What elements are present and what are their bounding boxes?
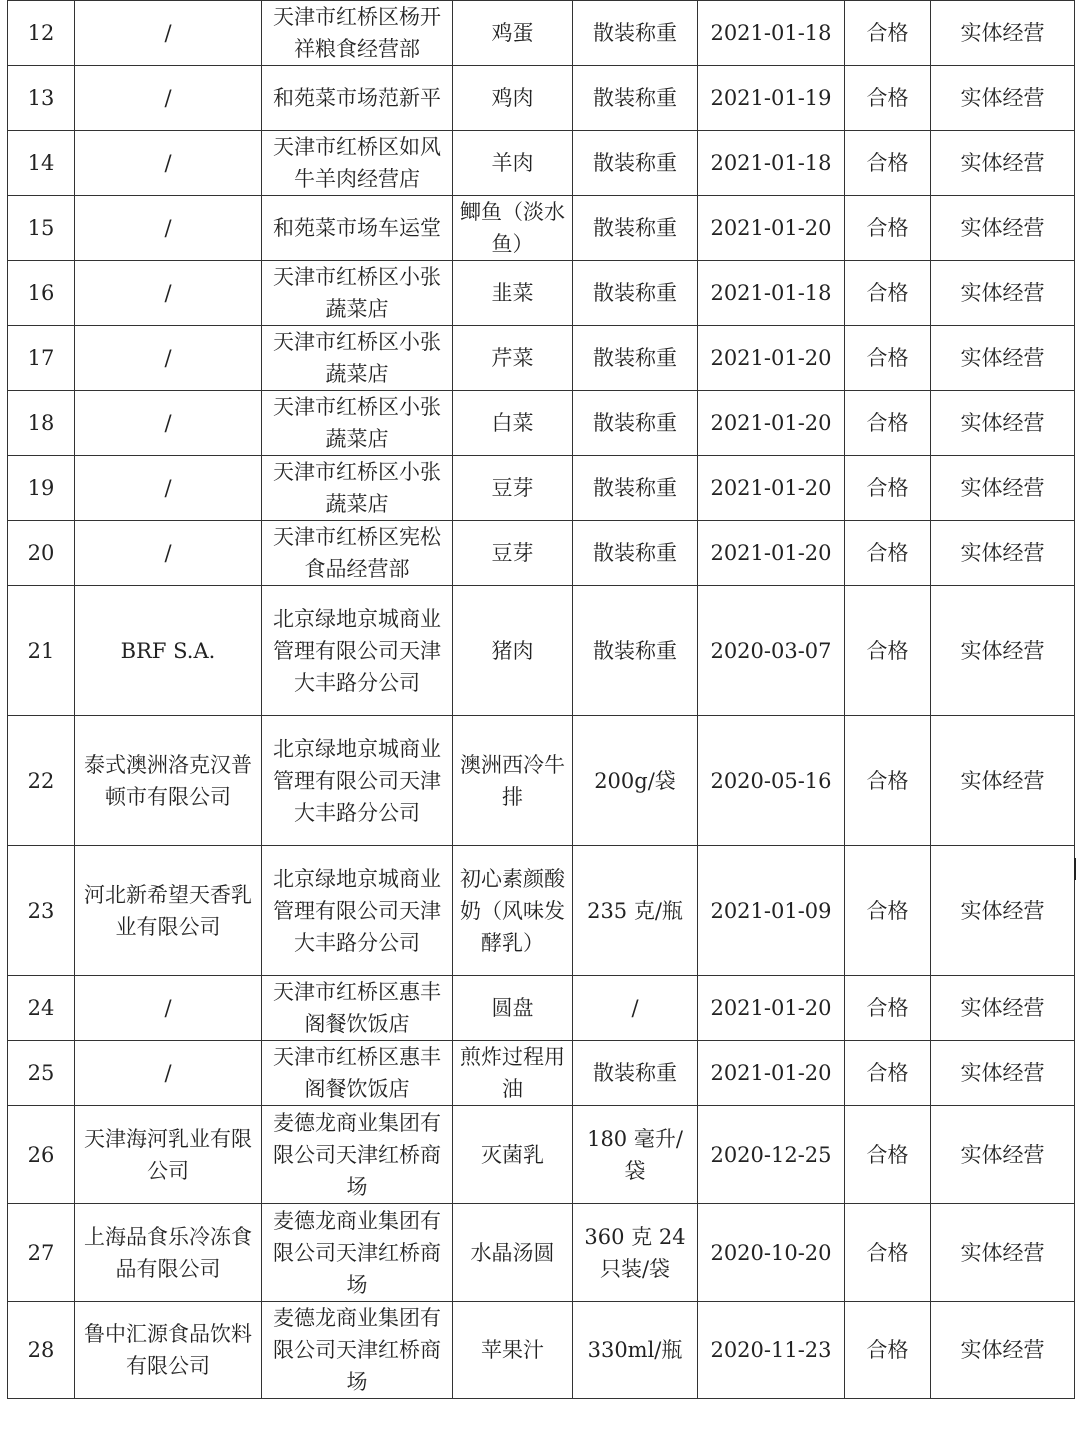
seller-cell: 天津市红桥区如风牛羊肉经营店 xyxy=(262,131,453,196)
row-number-cell: 27 xyxy=(8,1204,75,1302)
table-row xyxy=(8,1302,1075,1399)
result-cell: 合格 xyxy=(845,1106,931,1204)
product-name-cell: 灭菌乳 xyxy=(453,1106,573,1204)
row-number-cell: 26 xyxy=(8,1106,75,1204)
manufacturer-cell: BRF S.A. xyxy=(75,586,262,716)
specification-cell: 散装称重 xyxy=(573,1041,698,1106)
table-row xyxy=(8,521,1075,586)
table-row xyxy=(8,261,1075,326)
production-date-cell: 2021-01-20 xyxy=(698,326,845,391)
production-date-cell: 2021-01-18 xyxy=(698,1,845,66)
product-name-cell: 白菜 xyxy=(453,391,573,456)
table-row xyxy=(8,976,1075,1041)
result-cell: 合格 xyxy=(845,391,931,456)
specification-cell: 散装称重 xyxy=(573,586,698,716)
specification-cell: 散装称重 xyxy=(573,456,698,521)
manufacturer-cell: / xyxy=(75,456,262,521)
table-row xyxy=(8,326,1075,391)
sales-channel-cell: 实体经营 xyxy=(931,326,1075,391)
specification-cell: 散装称重 xyxy=(573,391,698,456)
result-cell: 合格 xyxy=(845,1041,931,1106)
row-number-cell: 17 xyxy=(8,326,75,391)
table-row xyxy=(8,716,1075,846)
production-date-cell: 2020-12-25 xyxy=(698,1106,845,1204)
specification-cell: 散装称重 xyxy=(573,326,698,391)
manufacturer-cell: / xyxy=(75,976,262,1041)
text-cursor xyxy=(1074,858,1076,880)
manufacturer-cell: / xyxy=(75,521,262,586)
seller-cell: 天津市红桥区杨开祥粮食经营部 xyxy=(262,1,453,66)
product-name-cell: 初心素颜酸奶（风味发酵乳） xyxy=(453,846,573,976)
row-number-cell: 22 xyxy=(8,716,75,846)
production-date-cell: 2021-01-09 xyxy=(698,846,845,976)
production-date-cell: 2020-03-07 xyxy=(698,586,845,716)
manufacturer-cell: / xyxy=(75,131,262,196)
manufacturer-cell: 河北新希望天香乳业有限公司 xyxy=(75,846,262,976)
table-row xyxy=(8,1,1075,66)
seller-cell: 天津市红桥区宪松食品经营部 xyxy=(262,521,453,586)
sales-channel-cell: 实体经营 xyxy=(931,976,1075,1041)
seller-cell: 天津市红桥区小张蔬菜店 xyxy=(262,326,453,391)
sales-channel-cell: 实体经营 xyxy=(931,1,1075,66)
result-cell: 合格 xyxy=(845,716,931,846)
manufacturer-cell: / xyxy=(75,326,262,391)
specification-cell: 235 克/瓶 xyxy=(573,846,698,976)
product-name-cell: 猪肉 xyxy=(453,586,573,716)
manufacturer-cell: / xyxy=(75,1,262,66)
result-cell: 合格 xyxy=(845,586,931,716)
production-date-cell: 2020-05-16 xyxy=(698,716,845,846)
table-row xyxy=(8,391,1075,456)
production-date-cell: 2021-01-18 xyxy=(698,131,845,196)
row-number-cell: 21 xyxy=(8,586,75,716)
production-date-cell: 2021-01-20 xyxy=(698,456,845,521)
manufacturer-cell: 泰式澳洲洛克汉普顿市有限公司 xyxy=(75,716,262,846)
production-date-cell: 2021-01-18 xyxy=(698,261,845,326)
row-number-cell: 13 xyxy=(8,66,75,131)
production-date-cell: 2021-01-20 xyxy=(698,196,845,261)
product-name-cell: 澳洲西冷牛排 xyxy=(453,716,573,846)
specification-cell: / xyxy=(573,976,698,1041)
row-number-cell: 25 xyxy=(8,1041,75,1106)
result-cell: 合格 xyxy=(845,196,931,261)
sales-channel-cell: 实体经营 xyxy=(931,1302,1075,1399)
production-date-cell: 2021-01-20 xyxy=(698,521,845,586)
result-cell: 合格 xyxy=(845,131,931,196)
specification-cell: 散装称重 xyxy=(573,261,698,326)
production-date-cell: 2020-11-23 xyxy=(698,1302,845,1399)
row-number-cell: 28 xyxy=(8,1302,75,1399)
production-date-cell: 2021-01-20 xyxy=(698,976,845,1041)
product-name-cell: 鸡蛋 xyxy=(453,1,573,66)
product-name-cell: 韭菜 xyxy=(453,261,573,326)
manufacturer-cell: 鲁中汇源食品饮料有限公司 xyxy=(75,1302,262,1399)
seller-cell: 北京绿地京城商业管理有限公司天津大丰路分公司 xyxy=(262,716,453,846)
table-body xyxy=(8,1,1075,1399)
row-number-cell: 16 xyxy=(8,261,75,326)
seller-cell: 天津市红桥区惠丰阁餐饮饭店 xyxy=(262,1041,453,1106)
table-row xyxy=(8,586,1075,716)
seller-cell: 天津市红桥区小张蔬菜店 xyxy=(262,391,453,456)
product-name-cell: 圆盘 xyxy=(453,976,573,1041)
seller-cell: 北京绿地京城商业管理有限公司天津大丰路分公司 xyxy=(262,846,453,976)
sales-channel-cell: 实体经营 xyxy=(931,131,1075,196)
sales-channel-cell: 实体经营 xyxy=(931,521,1075,586)
row-number-cell: 24 xyxy=(8,976,75,1041)
sales-channel-cell: 实体经营 xyxy=(931,261,1075,326)
result-cell: 合格 xyxy=(845,456,931,521)
sampling-results-table xyxy=(7,0,1075,1399)
result-cell: 合格 xyxy=(845,326,931,391)
table-row xyxy=(8,456,1075,521)
manufacturer-cell: / xyxy=(75,391,262,456)
sales-channel-cell: 实体经营 xyxy=(931,456,1075,521)
seller-cell: 麦德龙商业集团有限公司天津红桥商场 xyxy=(262,1106,453,1204)
sales-channel-cell: 实体经营 xyxy=(931,1041,1075,1106)
table-row xyxy=(8,1204,1075,1302)
production-date-cell: 2021-01-20 xyxy=(698,1041,845,1106)
sales-channel-cell: 实体经营 xyxy=(931,391,1075,456)
manufacturer-cell: / xyxy=(75,261,262,326)
specification-cell: 散装称重 xyxy=(573,196,698,261)
sales-channel-cell: 实体经营 xyxy=(931,716,1075,846)
product-name-cell: 煎炸过程用油 xyxy=(453,1041,573,1106)
sales-channel-cell: 实体经营 xyxy=(931,586,1075,716)
table-row xyxy=(8,846,1075,976)
manufacturer-cell: / xyxy=(75,196,262,261)
seller-cell: 麦德龙商业集团有限公司天津红桥商场 xyxy=(262,1204,453,1302)
specification-cell: 200g/袋 xyxy=(573,716,698,846)
result-cell: 合格 xyxy=(845,1204,931,1302)
seller-cell: 北京绿地京城商业管理有限公司天津大丰路分公司 xyxy=(262,586,453,716)
row-number-cell: 12 xyxy=(8,1,75,66)
production-date-cell: 2021-01-20 xyxy=(698,391,845,456)
table-row xyxy=(8,1106,1075,1204)
seller-cell: 天津市红桥区小张蔬菜店 xyxy=(262,261,453,326)
product-name-cell: 鸡肉 xyxy=(453,66,573,131)
result-cell: 合格 xyxy=(845,521,931,586)
result-cell: 合格 xyxy=(845,261,931,326)
sales-channel-cell: 实体经营 xyxy=(931,1204,1075,1302)
seller-cell: 麦德龙商业集团有限公司天津红桥商场 xyxy=(262,1302,453,1399)
seller-cell: 天津市红桥区小张蔬菜店 xyxy=(262,456,453,521)
table-row xyxy=(8,131,1075,196)
result-cell: 合格 xyxy=(845,846,931,976)
specification-cell: 360 克 24 只装/袋 xyxy=(573,1204,698,1302)
result-cell: 合格 xyxy=(845,1302,931,1399)
specification-cell: 180 毫升/袋 xyxy=(573,1106,698,1204)
seller-cell: 和苑菜市场车运堂 xyxy=(262,196,453,261)
specification-cell: 散装称重 xyxy=(573,1,698,66)
table-row xyxy=(8,1041,1075,1106)
sales-channel-cell: 实体经营 xyxy=(931,846,1075,976)
manufacturer-cell: / xyxy=(75,1041,262,1106)
specification-cell: 散装称重 xyxy=(573,131,698,196)
specification-cell: 散装称重 xyxy=(573,66,698,131)
product-name-cell: 水晶汤圆 xyxy=(453,1204,573,1302)
product-name-cell: 苹果汁 xyxy=(453,1302,573,1399)
sales-channel-cell: 实体经营 xyxy=(931,1106,1075,1204)
manufacturer-cell: 天津海河乳业有限公司 xyxy=(75,1106,262,1204)
table-row xyxy=(8,196,1075,261)
result-cell: 合格 xyxy=(845,1,931,66)
product-name-cell: 羊肉 xyxy=(453,131,573,196)
specification-cell: 散装称重 xyxy=(573,521,698,586)
production-date-cell: 2020-10-20 xyxy=(698,1204,845,1302)
seller-cell: 天津市红桥区惠丰阁餐饮饭店 xyxy=(262,976,453,1041)
product-name-cell: 芹菜 xyxy=(453,326,573,391)
row-number-cell: 23 xyxy=(8,846,75,976)
product-name-cell: 鲫鱼（淡水鱼） xyxy=(453,196,573,261)
row-number-cell: 15 xyxy=(8,196,75,261)
manufacturer-cell: 上海品食乐冷冻食品有限公司 xyxy=(75,1204,262,1302)
result-cell: 合格 xyxy=(845,66,931,131)
manufacturer-cell: / xyxy=(75,66,262,131)
row-number-cell: 14 xyxy=(8,131,75,196)
row-number-cell: 20 xyxy=(8,521,75,586)
sales-channel-cell: 实体经营 xyxy=(931,196,1075,261)
row-number-cell: 18 xyxy=(8,391,75,456)
sales-channel-cell: 实体经营 xyxy=(931,66,1075,131)
product-name-cell: 豆芽 xyxy=(453,521,573,586)
seller-cell: 和苑菜市场范新平 xyxy=(262,66,453,131)
production-date-cell: 2021-01-19 xyxy=(698,66,845,131)
specification-cell: 330ml/瓶 xyxy=(573,1302,698,1399)
result-cell: 合格 xyxy=(845,976,931,1041)
row-number-cell: 19 xyxy=(8,456,75,521)
product-name-cell: 豆芽 xyxy=(453,456,573,521)
table-row xyxy=(8,66,1075,131)
